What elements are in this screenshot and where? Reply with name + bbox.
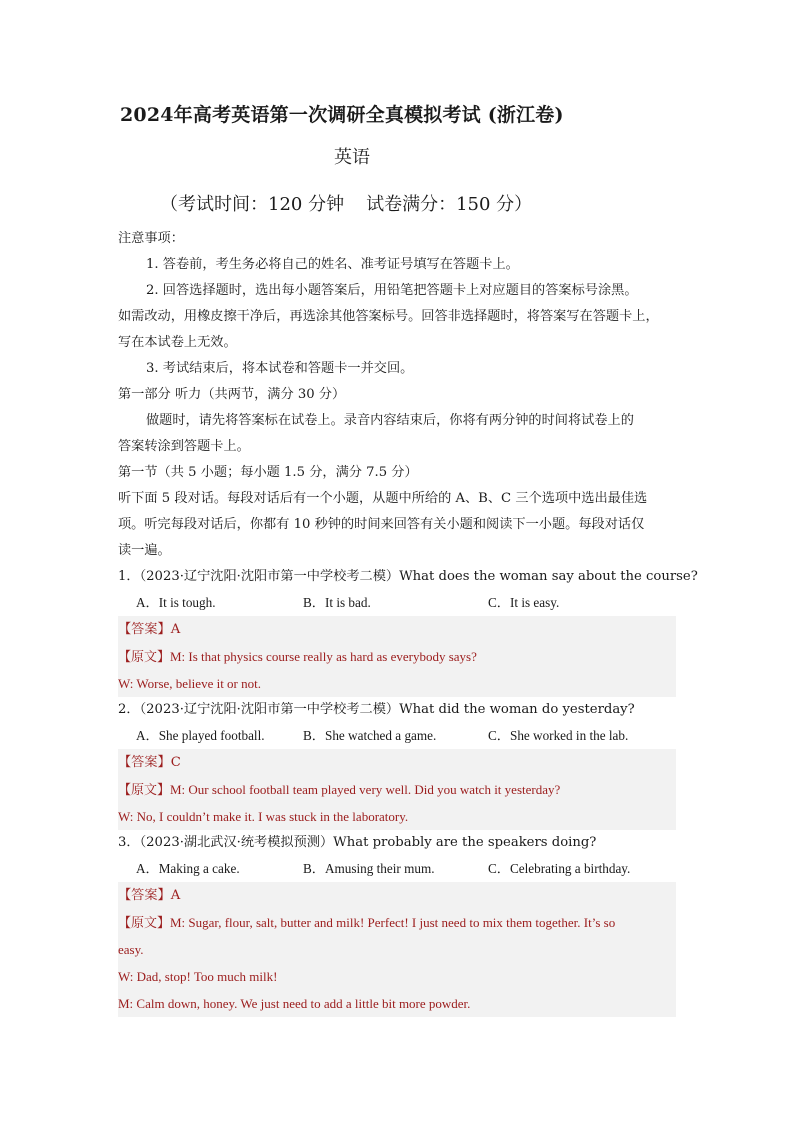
question-3-script-line: M: Calm down, honey. We just need to add a little bit more powder. [118, 996, 471, 1011]
exam-score: 试卷满分：150 分） [366, 194, 533, 215]
option-b: B．Amusing their mum. [303, 861, 435, 876]
question-3-script-line: easy. [118, 942, 144, 957]
option-a: A．She played football. [136, 728, 265, 743]
part1-intro: 做题时，请先将答案标在试卷上。录音内容结束后，你将有两分钟的时间将试卷上的 [146, 413, 634, 428]
question-3-script-line: W: Dad, stop! Too much milk! [118, 969, 278, 984]
note-item-3: 3. 考试结束后，将本试卷和答题卡一并交回。 [146, 361, 414, 376]
question-2-answer: 【答案】C [118, 755, 181, 770]
question-3-stem: 3．（2023·湖北武汉·统考模拟预测）What probably are the speakers doing? [118, 835, 597, 850]
option-c: C．She worked in the lab. [488, 728, 629, 743]
note-item-2-end: 写在本试卷上无效。 [118, 335, 237, 350]
question-3-script-line: 【原文】M: Sugar, flour, salt, butter and milk! Perfect! I just need to mix them together. It’s so [118, 915, 616, 930]
question-1-answer: 【答案】A [118, 622, 181, 637]
part1-intro-cont: 答案转涂到答题卡上。 [118, 439, 250, 454]
question-3-answer-box [118, 882, 676, 1017]
subject-title: 英语 [334, 147, 370, 168]
question-1-answer-box [118, 616, 676, 697]
section1-instructions: 听下面 5 段对话。每段对话后有一个小题，从题中所给的 A、B、C 三个选项中选出最佳选 [118, 491, 648, 506]
question-1-stem: 1．（2023·辽宁沈阳·沈阳市第一中学校考二模）What does the woman say about the course? [118, 569, 698, 584]
question-1-options [118, 590, 678, 616]
question-2-script-line: W: No, I couldn’t make it. I was stuck in the laboratory. [118, 809, 409, 824]
note-item-2: 2. 回答选择题时，选出每小题答案后，用铅笔把答题卡上对应题目的答案标号涂黑。 [146, 283, 638, 298]
question-1-script-line: W: Worse, believe it or not. [118, 676, 261, 691]
exam-info [160, 190, 532, 216]
part1-heading: 第一部分 听力（共两节，满分 30 分） [118, 387, 346, 402]
section1-instructions-cont: 项。听完每段对话后，你都有 10 秒钟的时间来回答有关小题和阅读下一小题。每段对话仅 [118, 517, 645, 532]
page-title: 2024年高考英语第一次调研全真模拟考试 (浙江卷) [120, 104, 564, 126]
question-2-answer-box [118, 749, 676, 830]
question-1-script-line: 【原文】M: Is that physics course really as hard as everybody says? [118, 649, 477, 664]
document-body [118, 226, 698, 1017]
option-b: B．It is bad. [303, 595, 371, 610]
option-a: A．Making a cake. [136, 861, 240, 876]
note-item-2-cont: 如需改动，用橡皮擦干净后，再选涂其他答案标号。回答非选择题时，将答案写在答题卡上， [118, 309, 659, 324]
question-2-options [118, 723, 678, 749]
notes-heading: 注意事项： [118, 231, 184, 246]
question-3-answer: 【答案】A [118, 888, 181, 903]
option-c: C．It is easy. [488, 595, 560, 610]
option-b: B．She watched a game. [303, 728, 437, 743]
section1-heading: 第一节（共 5 小题；每小题 1.5 分，满分 7.5 分） [118, 465, 418, 480]
note-item-1: 1. 答卷前，考生务必将自己的姓名、准考证号填写在答题卡上。 [146, 257, 519, 272]
option-a: A．It is tough. [136, 595, 216, 610]
section1-instructions-end: 读一遍。 [118, 543, 171, 558]
question-3-options [118, 856, 678, 882]
option-c: C．Celebrating a birthday. [488, 861, 631, 876]
exam-time: （考试时间：120 分钟 [160, 194, 345, 215]
question-2-script-line: 【原文】M: Our school football team played very well. Did you watch it yesterday? [118, 782, 561, 797]
question-2-stem: 2．（2023·辽宁沈阳·沈阳市第一中学校考二模）What did the woman do yesterday? [118, 702, 635, 717]
